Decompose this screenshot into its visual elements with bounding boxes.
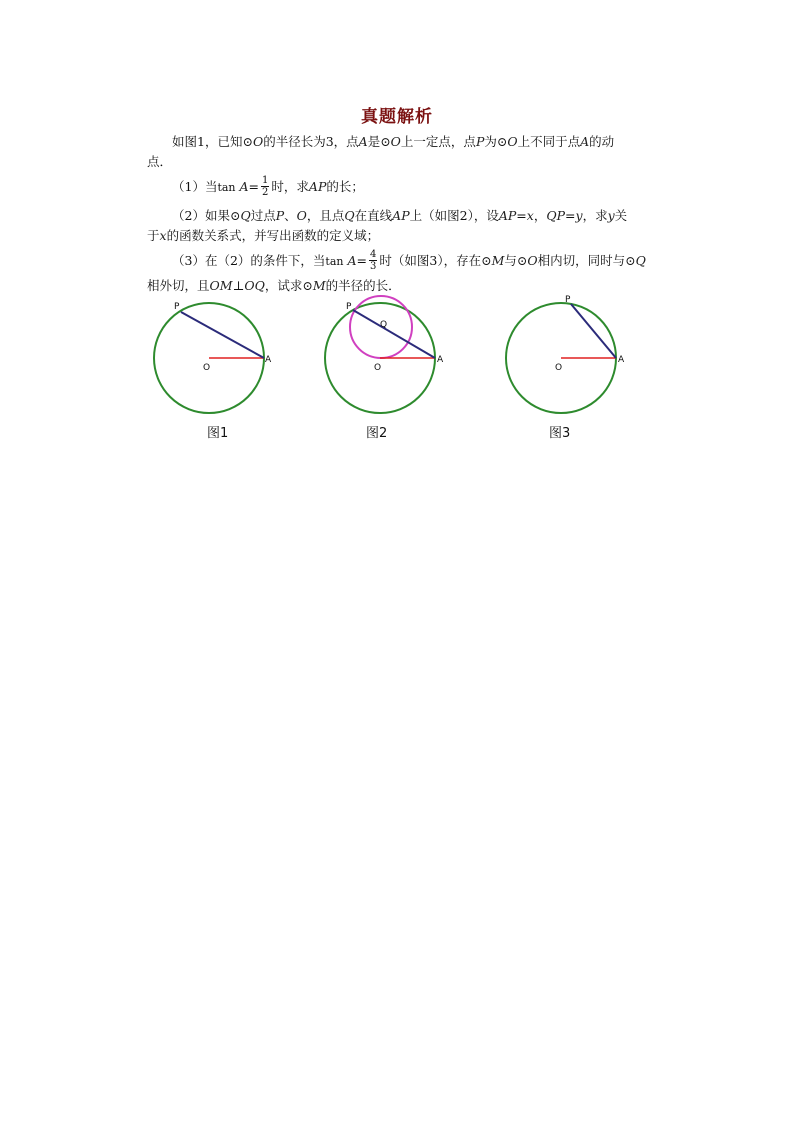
chord-pa-fig1 [181, 312, 264, 358]
problem-intro-line2: 点． [147, 154, 173, 169]
label-o-fig2: O [374, 363, 382, 373]
problem-intro-line1: 如图1，已知⊙O的半径长为3，点A是⊙O上一定点，点P为⊙O上不同于点A的动 [172, 134, 615, 149]
question-3-line2: 相外切，且OM⊥OQ，试求⊙M的半径的长． [147, 278, 401, 293]
caption-figure-2: 图2 [366, 426, 388, 441]
label-q-fig2: Q [380, 320, 388, 330]
caption-figure-1: 图1 [207, 426, 229, 441]
figures-diagram [0, 290, 794, 450]
figure-2 [325, 296, 444, 413]
caption-figure-3: 图3 [549, 426, 571, 441]
label-p-fig2: P [346, 302, 352, 312]
label-o-fig1: O [203, 363, 211, 373]
label-o-fig3: O [555, 363, 563, 373]
fraction-four-thirds: $\frac{4}{3}$ [370, 249, 377, 272]
label-a-fig1: A [265, 355, 272, 365]
label-p-fig1: P [174, 302, 180, 312]
fraction-one-half: $\frac{1}{2}$ [262, 175, 269, 198]
figure-3 [506, 295, 625, 413]
label-p-fig3: P [565, 295, 571, 305]
question-1: （1）当tan A= $\frac{1}{2}$ 时，求AP的长； [172, 175, 364, 198]
label-a-fig3: A [618, 355, 625, 365]
page-title: 真题解析 [361, 107, 433, 127]
label-a-fig2: A [437, 355, 444, 365]
chord-pa-fig2 [353, 310, 435, 358]
problem-text [147, 132, 679, 296]
question-2-line2: 于x的函数关系式，并写出函数的定义域； [147, 228, 380, 243]
question-2-line1: （2）如果⊙Q过点P、O，且点Q在直线AP上（如图2），设AP=x，QP=y，求y关 [172, 208, 628, 223]
question-3-line1: （3）在（2）的条件下，当tan A= $\frac{4}{3}$ 时（如图3），存在⊙M与⊙O相内切，同时与⊙Q [172, 249, 646, 272]
figure-1 [154, 302, 272, 413]
